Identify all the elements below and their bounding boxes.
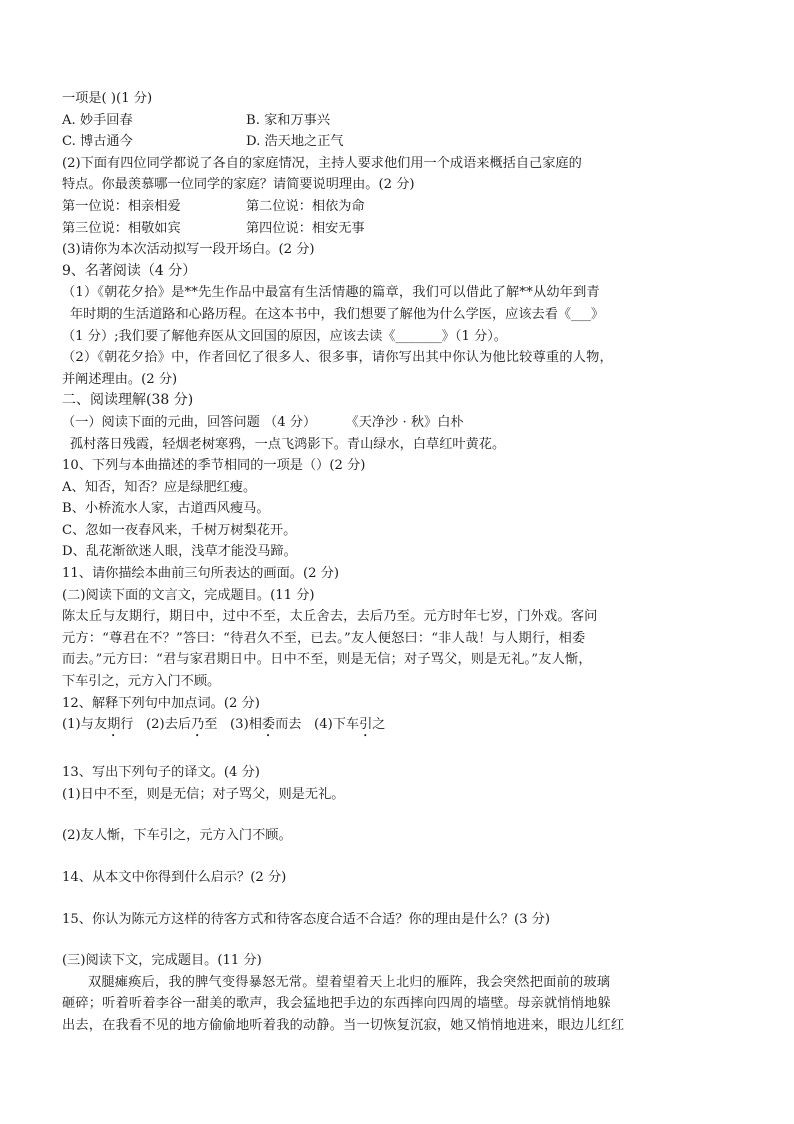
part2-text-line3: 而去。”元方曰：“君与家君期日中。日中不至，则是无信；对子骂父，则是无礼。”友人惭， [62,652,592,668]
q9-p2-line2: 并阐述理由。(2 分) [62,371,178,387]
poem-text: 孤村落日残霞，轻烟老树寒鸦，一点飞鸿影下。青山绿水，白草红叶黄花。 [70,436,506,452]
part3-text-line1: 双腿瘫痪后，我的脾气变得暴怒无常。望着望着天上北归的雁阵，我会突然把面前的玻璃 [88,974,611,990]
answer-space [62,847,742,867]
q8-students-row2 [62,218,742,240]
q12-item3-post: 而去 [275,717,302,733]
q10-option-c: C、忽如一夜春风来，千树万树梨花开。 [62,522,297,538]
part3-text-line2: 砸碎；听着听着李谷一甜美的歌声，我会猛地把手边的东西摔向四周的墙壁。母亲就悄悄地躲 [62,996,611,1012]
q8-part2-line1: (2)下面有四位同学都说了各自的家庭情况，主持人要求他们用一个成语来概括自己家庭的 [62,155,582,171]
q10-option-b: B、小桥流水人家，古道西风瘦马。 [62,501,270,517]
answer-space [62,930,742,950]
q11-stem: 11、请你描绘本曲前三句所表达的画面。(2 分) [62,566,340,582]
q10-option-a: A、知否，知否？应是绿肥红瘦。 [62,479,257,495]
poem-title: 《天净沙 · 秋》白朴 [345,414,464,430]
q8-student-4: 第四位说：相安无事 [246,220,365,236]
part2-text-line2: 元方：“尊君在不？”答曰：“待君久不至，已去。”友人便怒曰：“非人哉！与人期行，相委 [62,630,586,646]
q8-part2-line2: 特点。你最羡慕哪一位同学的家庭？请简要说明理由。(2 分) [62,177,415,193]
q9-title: 9、名著阅读（4 分） [62,262,197,279]
answer-space [62,889,742,909]
q12-item3-pre: (3)相 [230,717,262,733]
q12-stem: 12、解释下列句中加点词。(2 分) [62,695,260,711]
q8-students-row1 [62,196,742,218]
q13-sentence2: (2)友人惭，下车引之，元方入门不顾。 [62,828,292,844]
q13-stem: 13、写出下列句子的译文。(4 分) [62,765,260,781]
q12-item1-dotted: 期 [107,717,121,733]
q9-p2-line1: （2）《朝花夕拾》中，作者回忆了很多人、很多事，请你写出其中你认为他比较尊重的人物， [62,350,613,366]
q8-option-b: B. 家和万事兴 [246,112,331,128]
q13-sentence1: (1)日中不至，则是无信；对子骂父，则是无礼。 [62,786,345,802]
q12-item1-post: 行 [120,717,134,733]
q12-item2-dotted: 乃 [191,717,205,733]
q8-part3: (3)请你为本次活动拟写一段开场白。(2 分) [62,242,315,258]
part3-intro: (三)阅读下文，完成题目。(11 分) [62,953,262,969]
q10-stem: 10、下列与本曲描述的季节相同的一项是（）(2 分) [62,458,366,474]
q8-student-3: 第三位说：相敬如宾 [62,220,181,236]
q8-student-1: 第一位说：相亲相爱 [62,198,181,214]
q8-options-row1 [62,110,742,132]
part1-intro: （一）阅读下面的元曲，回答问题 （4 分） [62,414,317,430]
q12-item3-dotted: 委 [261,717,276,733]
q8-options-row2 [62,131,742,153]
q8-stem-end: 一项是( )(1 分) [62,91,153,106]
q12-item2-pre: (2)去后 [146,717,192,733]
exam-page [62,88,742,1037]
q12-item1-pre: (1)与友 [62,717,108,733]
q12-item4-post: 之 [372,717,386,733]
part1-intro-row [62,412,742,434]
q9-p1-line1: （1）《朝花夕拾》是**先生作品中最富有生活情趣的篇章，我们可以借此了解**从幼年到青 [62,285,600,301]
q9-p1-line3: （1 分）;我们要了解他弃医从文回国的原因，应该去读《_______》（1 分）。 [62,328,507,344]
q8-option-d: D. 浩天地之正气 [246,134,344,150]
q10-option-d: D、乱花渐欲迷人眼，浅草才能没马蹄。 [62,544,297,560]
q12-items [62,714,742,740]
q12-item2-post: 至 [204,717,218,733]
part3-text-line3: 出去，在我看不见的地方偷偷地听着我的动静。当一切恢复沉寂，她又悄悄地进来，眼边儿红红 [62,1017,625,1033]
q8-option-c: C. 博古通今 [62,134,133,150]
part2-text-line1: 陈太丘与友期行，期日中，过中不至，太丘舍去，去后乃至。元方时年七岁，门外戏。客问 [62,609,598,625]
q8-student-2: 第二位说：相依为命 [246,198,365,214]
q12-item4-dotted: 引 [359,717,373,733]
q14-stem: 14、从本文中你得到什么启示？(2 分) [62,870,287,885]
part2-intro: (二)阅读下面的文言文，完成题目。(11 分) [62,587,315,603]
part2-text-line4: 下车引之，元方入门不顾。 [62,674,221,690]
q15-stem: 15、你认为陈元方这样的待客方式和待客态度合适不合适？你的理由是什么？(3 分) [62,911,551,927]
section2-title: 二、阅读理解(38 分) [62,392,194,409]
q8-option-a: A. 妙手回春 [62,112,133,128]
q9-p1-line2: 年时期的生活道路和心路历程。在这本书中，我们想要了解他为什么学医，应该去看《___》 [70,306,605,322]
answer-space [62,740,742,762]
answer-space [62,805,742,825]
q12-item4-pre: (4)下车 [314,717,360,733]
